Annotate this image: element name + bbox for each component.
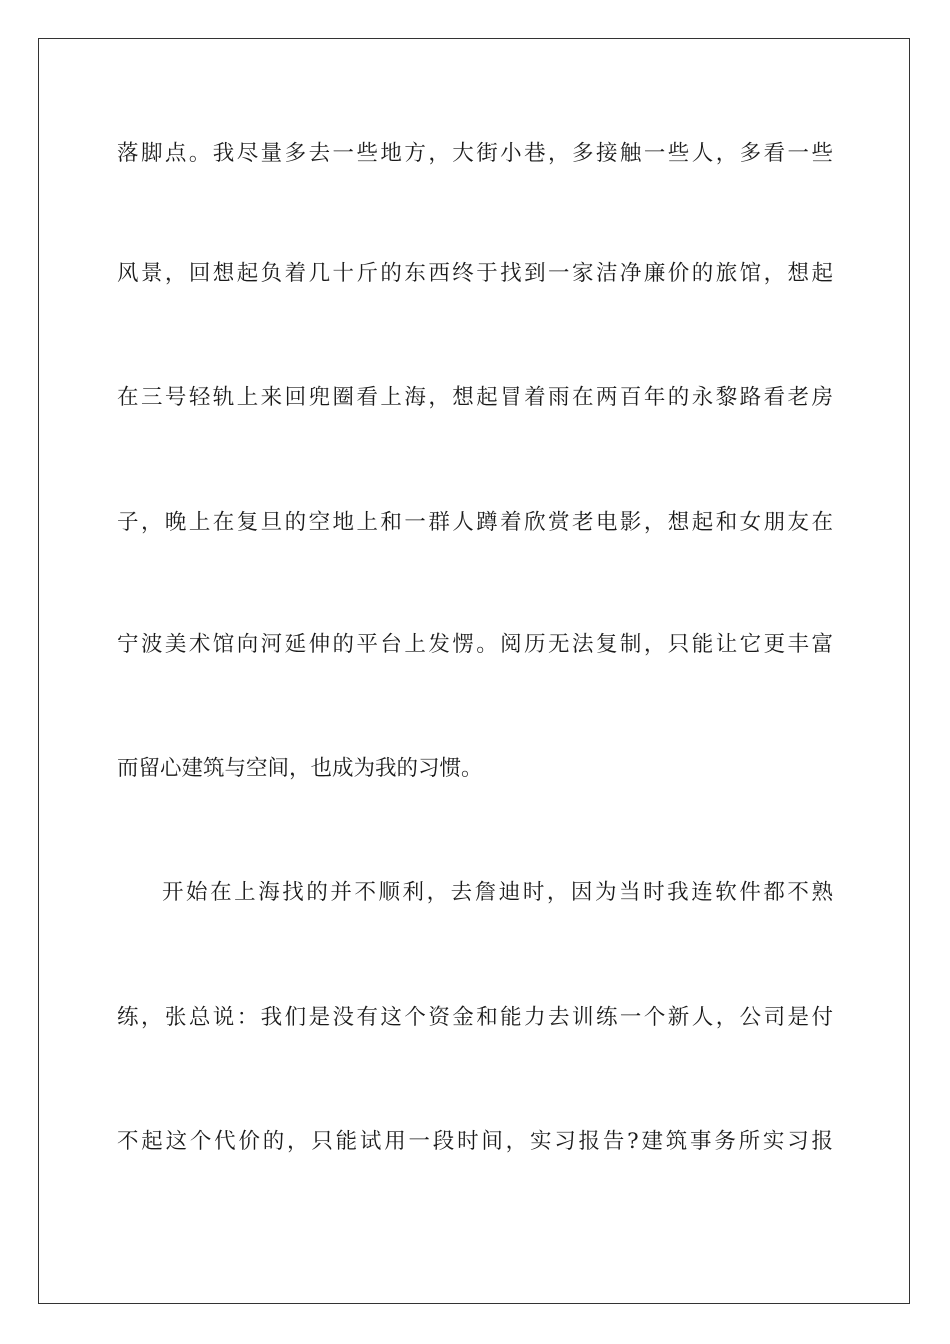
text-line-1: 落脚点。我尽量多去一些地方，大街小巷，多接触一些人，多看一些 <box>117 141 833 166</box>
text-line-5: 宁波美术馆向河延伸的平台上发愣。阅历无法复制，只能让它更丰富 <box>117 632 833 657</box>
text-line-9: 不起这个代价的，只能试用一段时间，实习报告?建筑事务所实习报 <box>117 1129 833 1154</box>
text-line-6: 而留心建筑与空间，也成为我的习惯。 <box>117 756 483 781</box>
text-line-8: 练，张总说：我们是没有这个资金和能力去训练一个新人，公司是付 <box>117 1005 833 1030</box>
text-line-7: 开始在上海找的并不顺利，去詹迪时，因为当时我连软件都不熟 <box>162 880 833 905</box>
text-line-4: 子，晚上在复旦的空地上和一群人蹲着欣赏老电影，想起和女朋友在 <box>117 510 833 535</box>
text-line-3: 在三号轻轨上来回兜圈看上海，想起冒着雨在两百年的永黎路看老房 <box>117 385 833 410</box>
text-line-2: 风景，回想起负着几十斤的东西终于找到一家洁净廉价的旅馆，想起 <box>117 261 833 286</box>
page-border <box>38 38 910 1304</box>
